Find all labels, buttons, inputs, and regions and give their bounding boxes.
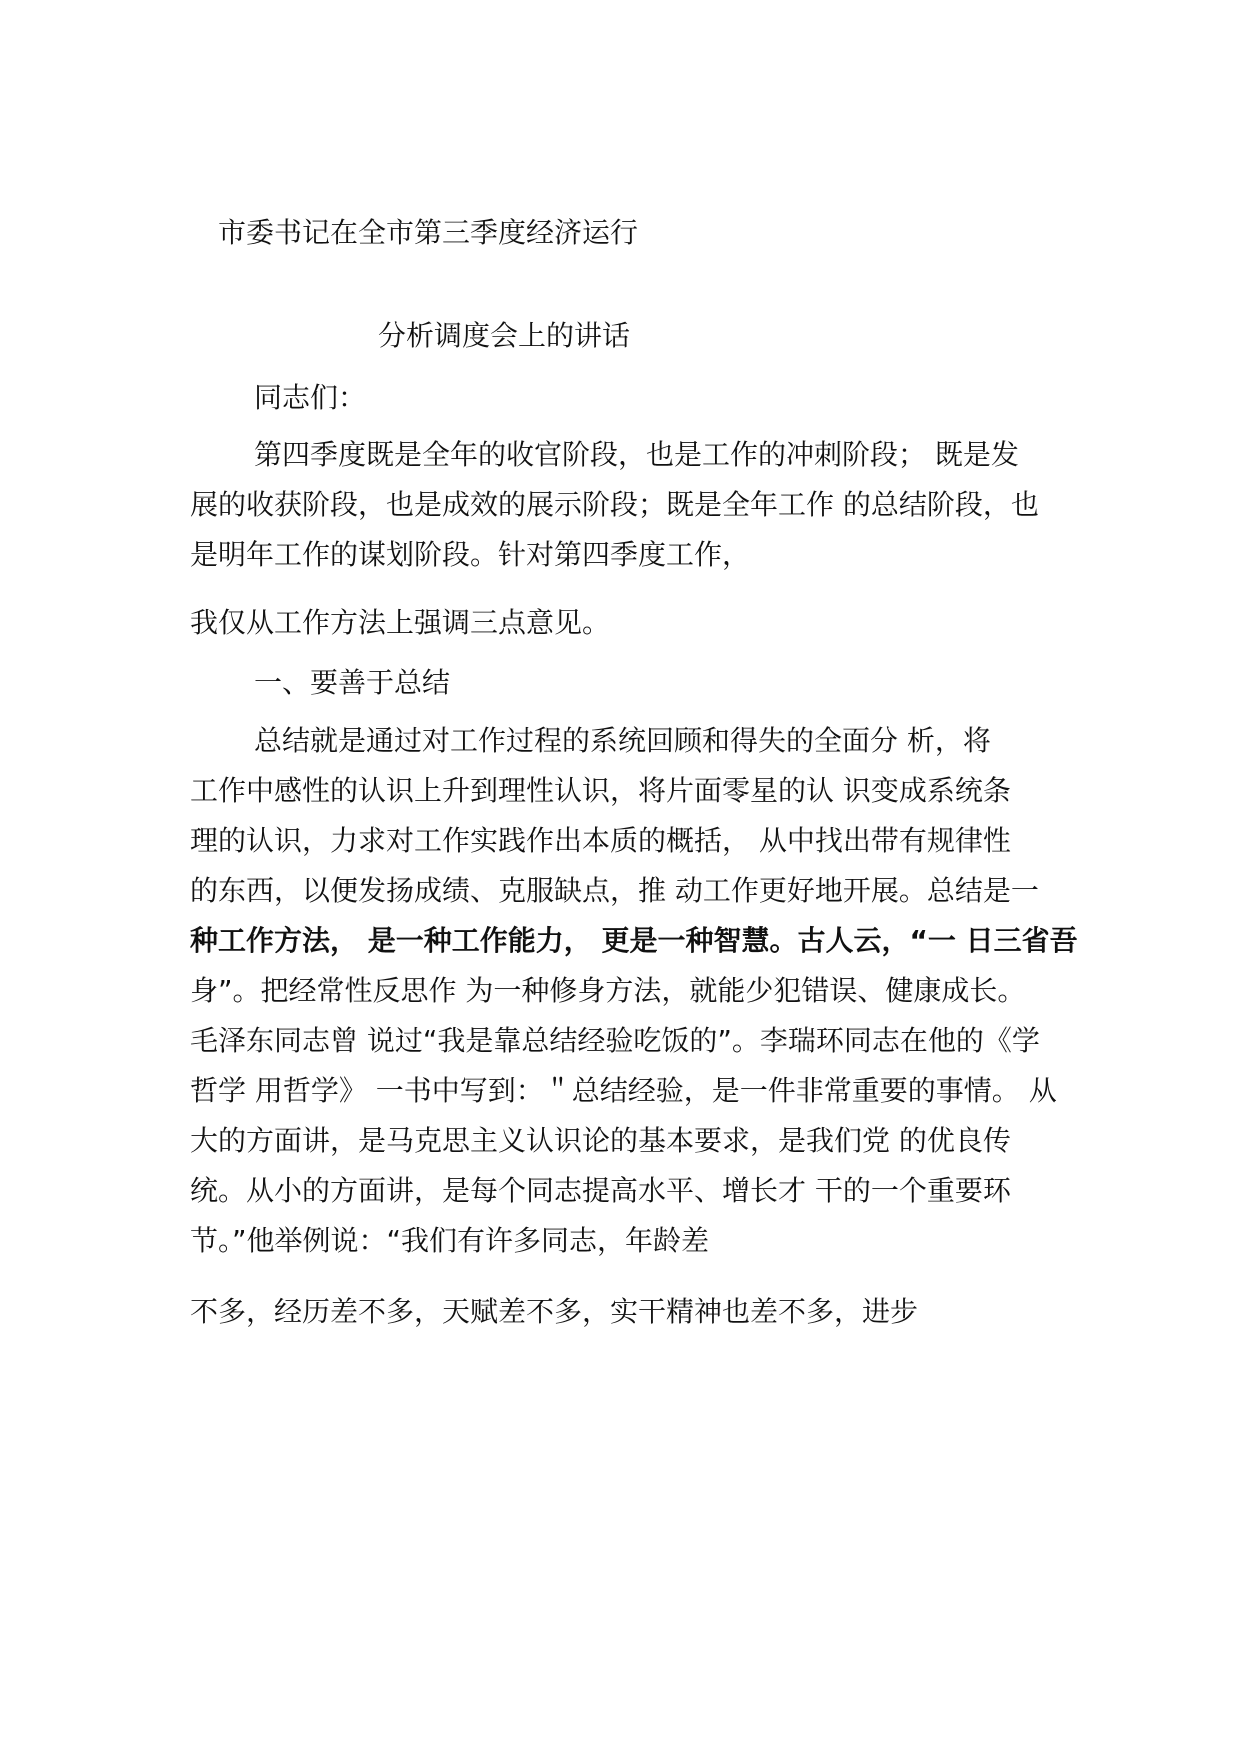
document-title-line-1: 市委书记在全市第三季度经济运行	[218, 216, 639, 249]
paragraph-1-line-3: 是明年工作的谋划阶段。针对第四季度工作，	[190, 538, 751, 571]
document-title-line-2: 分析调度会上的讲话	[378, 319, 631, 352]
paragraph-2-line-2: 工作中感性的认识上升到理性认识，将片面零星的认 识变成系统条	[190, 774, 1011, 807]
paragraph-2-line-7: 毛泽东同志曾 说过“我是靠总结经验吃饭的”。李瑞环同志在他的《学	[190, 1024, 1040, 1057]
paragraph-1-line-1: 第四季度既是全年的收官阶段，也是工作的冲刺阶段； 既是发	[254, 438, 1019, 471]
section-1-heading: 一、要善于总结	[254, 666, 451, 699]
paragraph-1-tail: 我仅从工作方法上强调三点意见。	[190, 606, 611, 639]
paragraph-2-line-8: 哲学 用哲学》 一书中写到：＂总结经验，是一件非常重要的事情。 从	[190, 1074, 1057, 1107]
paragraph-2-line-10: 统。从小的方面讲，是每个同志提高水平、增长才 干的一个重要环	[190, 1174, 1011, 1207]
paragraph-2-line-3: 理的认识，力求对工作实践作出本质的概括， 从中找出带有规律性	[190, 824, 1011, 857]
salutation: 同志们：	[254, 381, 367, 414]
paragraph-2-line-11: 节。”他举例说：“我们有许多同志，年龄差	[190, 1224, 710, 1257]
paragraph-2-line-4: 的东西，以便发扬成绩、克服缺点，推 动工作更好地开展。总结是一	[190, 874, 1039, 907]
paragraph-2-tail: 不多，经历差不多，天赋差不多，实干精神也差不多，进步	[190, 1295, 919, 1328]
paragraph-2-line-9: 大的方面讲，是马克思主义认识论的基本要求，是我们党 的优良传	[190, 1124, 1011, 1157]
paragraph-2-line-5: 种工作方法， 是一种工作能力， 更是一种智慧。古人云，“一 日三省吾	[190, 924, 1078, 957]
paragraph-2-line-1: 总结就是通过对工作过程的系统回顾和得失的全面分 析，将	[254, 724, 991, 757]
paragraph-2-line-6: 身”。把经常性反思作 为一种修身方法，就能少犯错误、健康成长。	[190, 974, 1026, 1007]
paragraph-1-line-2: 展的收获阶段，也是成效的展示阶段；既是全年工作 的总结阶段，也	[190, 488, 1039, 521]
